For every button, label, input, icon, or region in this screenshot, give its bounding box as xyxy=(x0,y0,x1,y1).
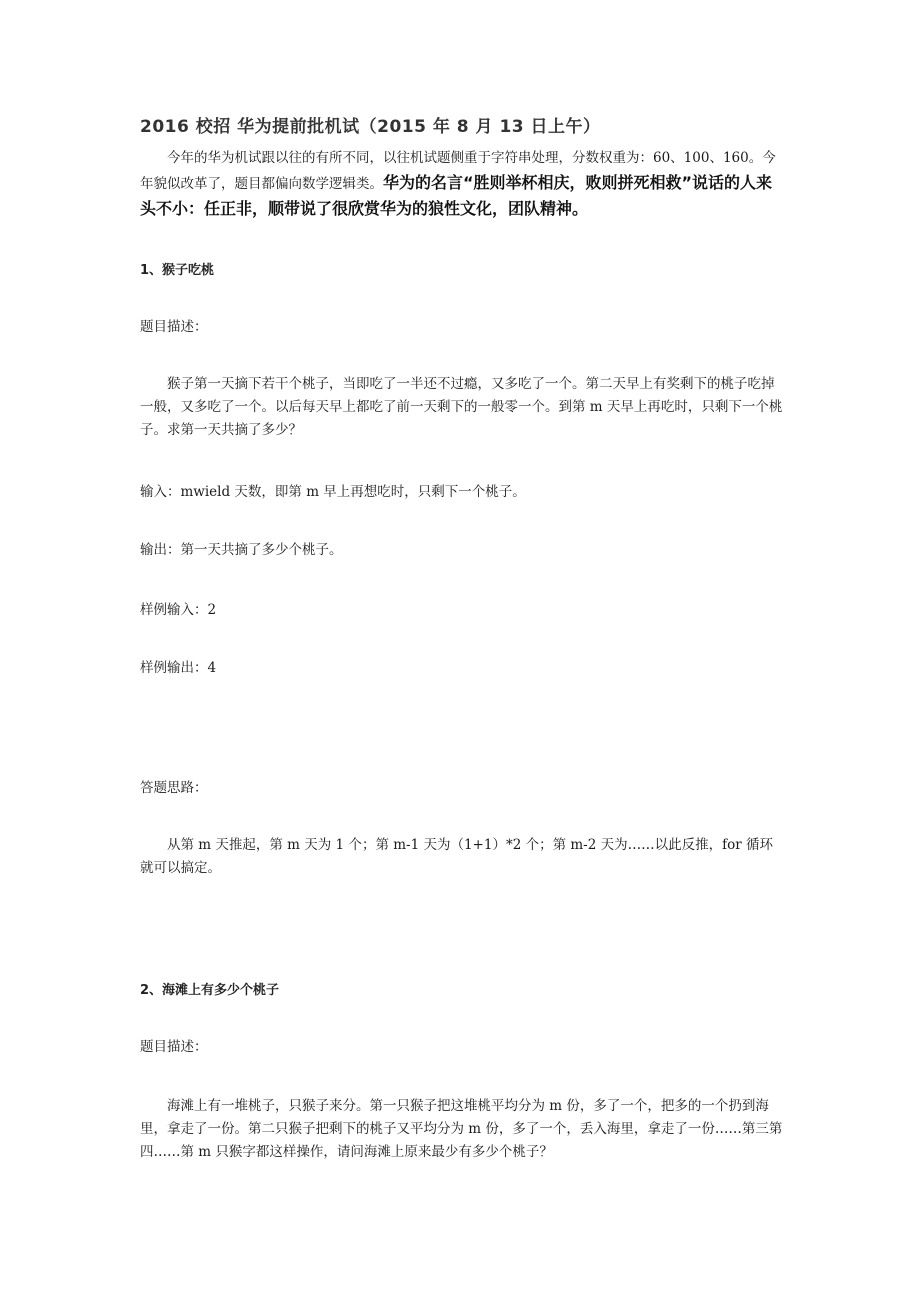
question-2-desc-label: 题目描述： xyxy=(140,1039,208,1055)
document-title: 2016 校招 华为提前批机试（2015 年 8 月 13 日上午） xyxy=(140,117,601,137)
question-2-heading: 2、海滩上有多少个桃子 xyxy=(140,983,280,998)
question-1-sample-input: 样例输入：2 xyxy=(140,602,217,618)
question-1-idea: 从第 m 天推起，第 m 天为 1 个；第 m-1 天为（1+1）*2 个；第 m-2 天为……以此反推，for 循环就可以搞定。 xyxy=(140,837,773,876)
intro-paragraph xyxy=(140,147,785,222)
question-2-description: 海滩上有一堆桃子，只猴子来分。第一只猴子把这堆桃平均分为 m 份，多了一个，把多的一个扔到海里，拿走了一份。第二只猴子把剩下的桃子又平均分为 m 份，多了一个，丢入海里，拿走了一份……第三第四……第 m 只猴字都这样操作，请问海滩上原来最少有多少个桃子？ xyxy=(140,1098,783,1160)
question-1-idea-label: 答题思路： xyxy=(140,780,208,796)
question-1-sample-output: 样例输出：4 xyxy=(140,660,217,676)
question-1-description: 猴子第一天摘下若干个桃子，当即吃了一半还不过瘾，又多吃了一个。第二天早上有奖剩下的桃子吃掉一般，又多吃了一个。以后每天早上都吃了前一天剩下的一般零一个。到第 m 天早上再吃时，只剩下一个桃子。求第一天共摘了多少？ xyxy=(140,376,783,438)
question-1-output: 输出：第一天共摘了多少个桃子。 xyxy=(140,542,343,558)
question-1-desc-label: 题目描述： xyxy=(140,319,208,335)
intro-text: 今年的华为机试跟以往的有所不同，以往机试题侧重于字符串处理，分数权重为：60、100、160。今年貌似改革了，题目都偏向数学逻辑类。 xyxy=(140,150,776,192)
question-1-input: 输入：mwield 天数，即第 m 早上再想吃时，只剩下一个桃子。 xyxy=(140,484,526,500)
question-1-heading: 1、猴子吃桃 xyxy=(140,263,215,278)
intro-bold-text: 华为的名言“胜则举杯相庆，败则拼死相救”说话的人来头不小：任正非，顺带说了很欣赏华为的狼性文化，团队精神。 xyxy=(140,173,773,218)
